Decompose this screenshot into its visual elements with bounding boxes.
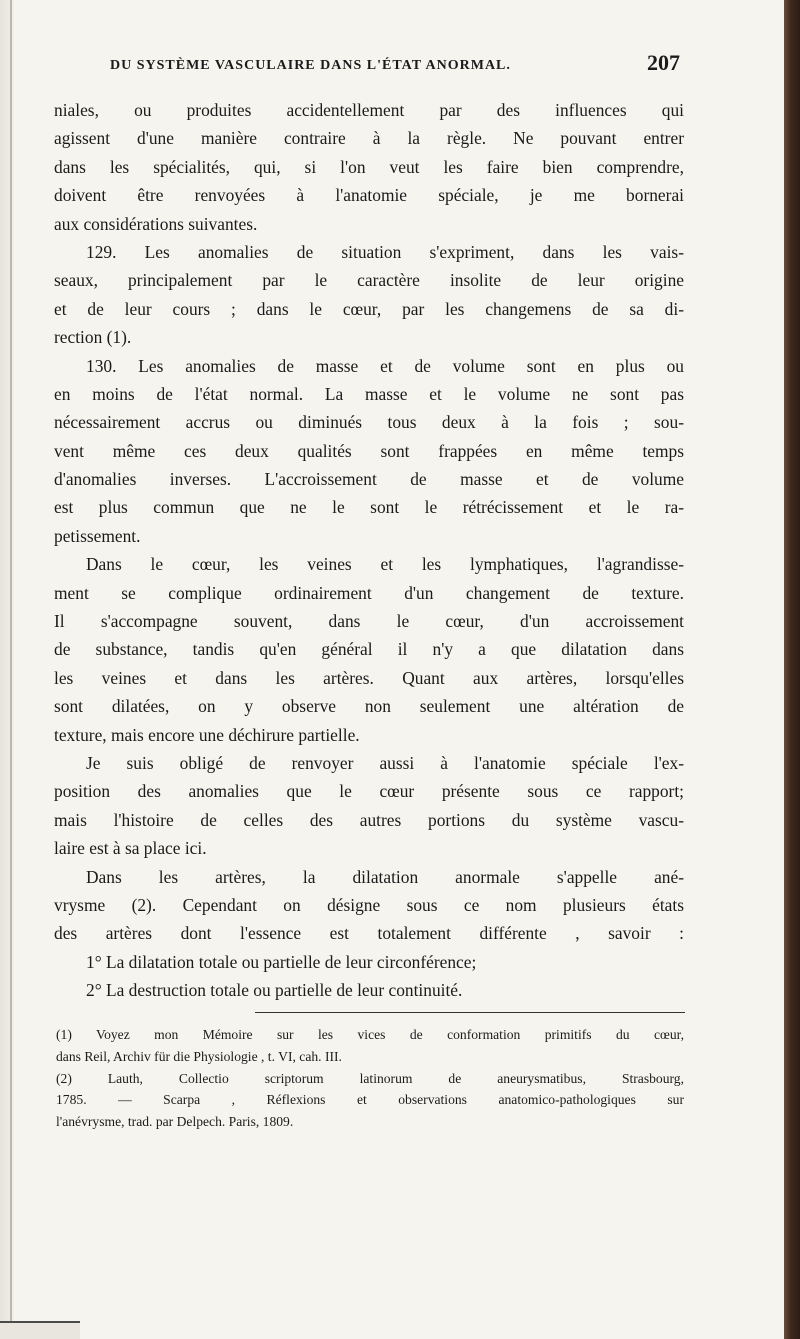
text-line: Dans les artères, la dilatation anormale s'appelle ané- xyxy=(86,866,684,887)
text-line: mais l'histoire de celles des autres portions du système vascu- xyxy=(54,809,684,830)
text-line: agissent d'une manière contraire à la règle. Ne pouvant entrer xyxy=(54,128,684,149)
footnote-line: dans Reil, Archiv für die Physiologie , t. VI, cah. III. xyxy=(56,1048,342,1064)
text-line: sont dilatées, on y observe non seulement une altération de xyxy=(54,696,684,717)
text-line: en moins de l'état normal. La masse et le volume ne sont pas xyxy=(54,383,684,404)
text-line: texture, mais encore une déchirure partielle. xyxy=(54,724,360,745)
text-line: dans les spécialités, qui, si l'on veut les faire bien comprendre, xyxy=(54,156,684,177)
running-title: DU SYSTÈME VASCULAIRE DANS L'ÉTAT ANORMAL. xyxy=(110,58,511,73)
text-line: les veines et dans les artères. Quant aux artères, lorsqu'elles xyxy=(54,667,684,688)
text-line: 2° La destruction totale ou partielle de leur continuité. xyxy=(86,980,463,1001)
text-line: Je suis obligé de renvoyer aussi à l'anatomie spéciale l'ex- xyxy=(86,752,684,773)
running-header xyxy=(110,50,680,90)
footnote-separator xyxy=(255,1012,685,1013)
left-page-edge xyxy=(0,0,14,1339)
text-line: rection (1). xyxy=(54,327,132,348)
footnote-line: 1785. — Scarpa , Réflexions et observations anatomico-pathologiques sur xyxy=(56,1092,684,1108)
footnote-line: (1) Voyez mon Mémoire sur les vices de conformation primitifs du cœur, xyxy=(56,1027,684,1042)
text-line: des artères dont l'essence est totalement différente , savoir : xyxy=(54,923,684,944)
text-line: seaux, principalement par le caractère insolite de leur origine xyxy=(54,270,684,291)
main-text xyxy=(54,96,684,1005)
text-line: 130. Les anomalies de masse et de volume sont en plus ou xyxy=(86,355,684,376)
footnotes xyxy=(56,1024,684,1133)
text-line: est plus commun que ne le sont le rétrécissement et le ra- xyxy=(54,497,684,518)
text-line: aux considérations suivantes. xyxy=(54,213,258,234)
text-line: vent même ces deux qualités sont frappées en même temps xyxy=(54,440,684,461)
book-binding-edge xyxy=(784,0,800,1339)
page-corner-edge xyxy=(0,1321,80,1339)
text-line: Il s'accompagne souvent, dans le cœur, d'un accroissement xyxy=(54,611,684,632)
text-line: de substance, tandis qu'en général il n'y a que dilatation dans xyxy=(54,639,684,660)
text-line: 129. Les anomalies de situation s'expriment, dans les vais- xyxy=(86,241,684,262)
text-line: laire est à sa place ici. xyxy=(54,838,207,859)
page-number: 207 xyxy=(647,50,680,75)
footnote-line: l'anévrysme, trad. par Delpech. Paris, 1809. xyxy=(56,1114,294,1130)
text-line: niales, ou produites accidentellement par des influences qui xyxy=(54,100,684,120)
text-line: nécessairement accrus ou diminués tous deux à la fois ; sou- xyxy=(54,412,684,433)
text-line: Dans le cœur, les veines et les lymphatiques, l'agrandisse- xyxy=(86,554,684,575)
text-line: vrysme (2). Cependant on désigne sous ce nom plusieurs états xyxy=(54,894,684,915)
text-line: position des anomalies que le cœur présente sous ce rapport; xyxy=(54,781,684,802)
text-line: doivent être renvoyées à l'anatomie spéciale, je me bornerai xyxy=(54,185,684,206)
text-line: petissement. xyxy=(54,525,141,546)
text-line: et de leur cours ; dans le cœur, par les changemens de sa di- xyxy=(54,298,684,319)
text-line: ment se complique ordinairement d'un changement de texture. xyxy=(54,582,684,603)
footnote-line: (2) Lauth, Collectio scriptorum latinorum de aneurysmatibus, Strasbourg, xyxy=(56,1070,684,1086)
text-line: d'anomalies inverses. L'accroissement de masse et de volume xyxy=(54,469,684,490)
text-line: 1° La dilatation totale ou partielle de leur circonférence; xyxy=(86,951,477,972)
